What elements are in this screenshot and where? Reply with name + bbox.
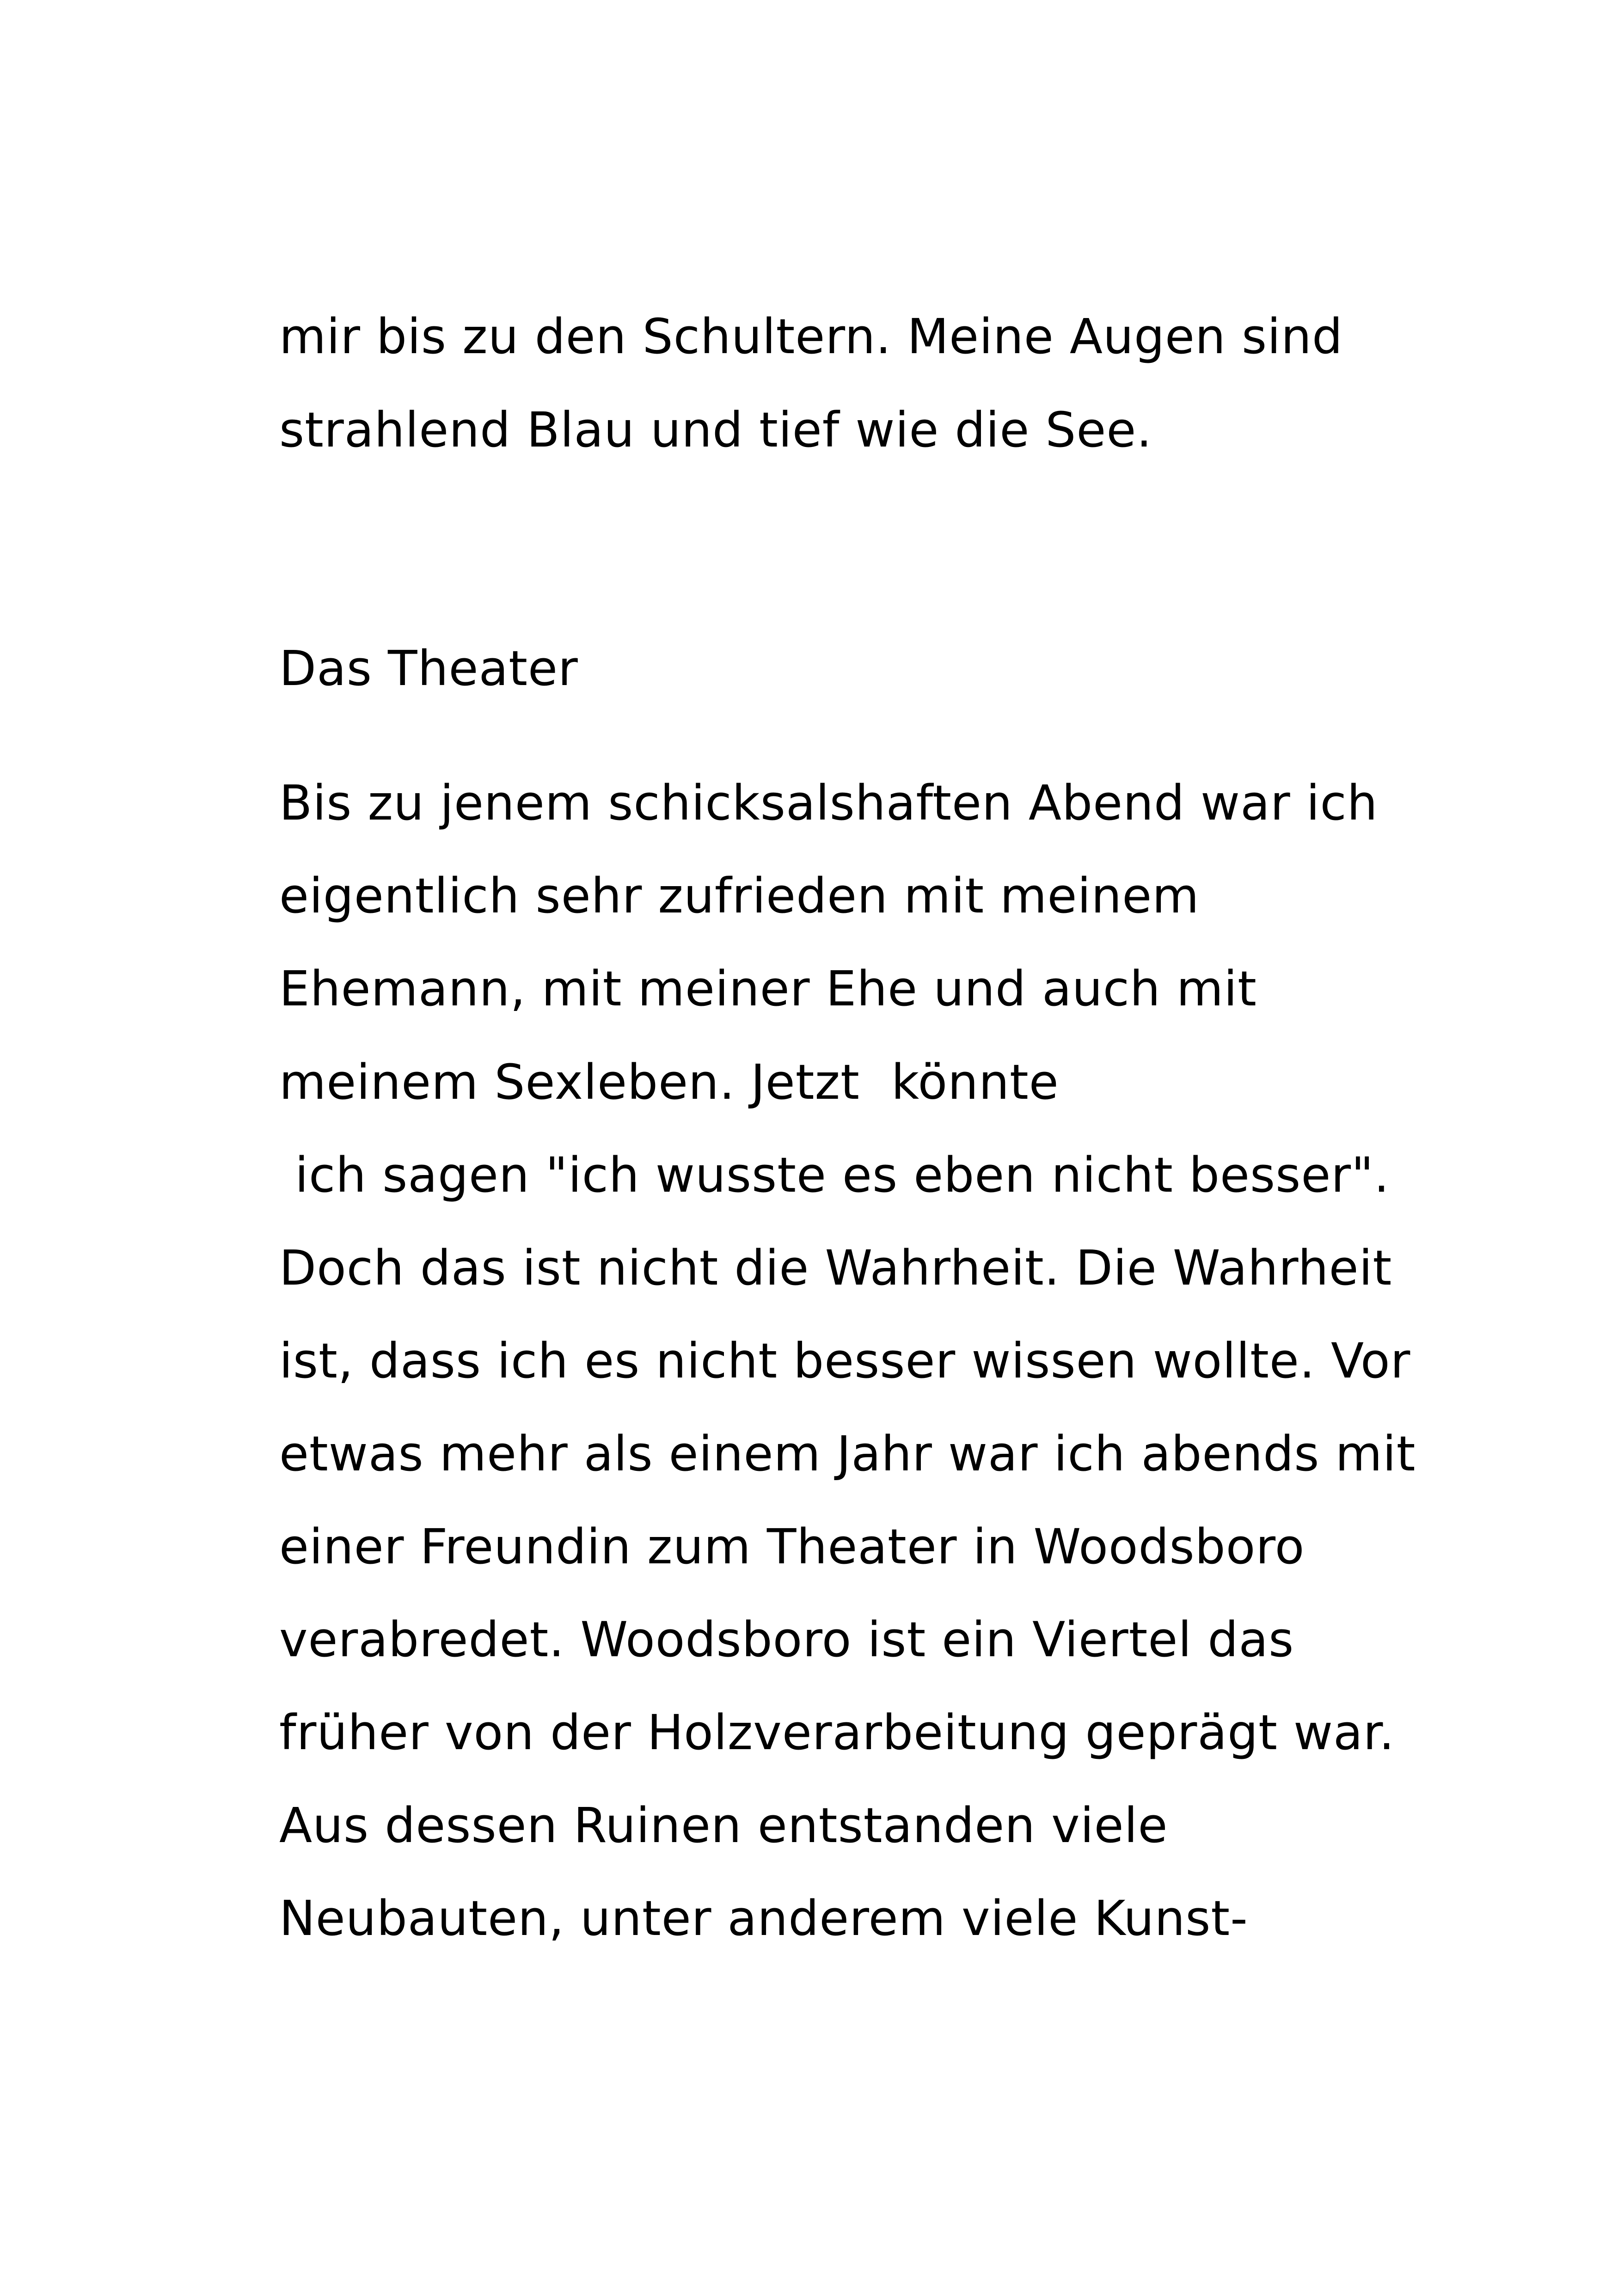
text-line: ich sagen "ich wusste es eben nicht besser".	[279, 1147, 1390, 1203]
text-line: meinem Sexleben. Jetzt könnte	[279, 1054, 1059, 1110]
text-line: etwas mehr als einem Jahr war ich abends mit	[279, 1426, 1416, 1482]
text-line: Bis zu jenem schicksalshaften Abend war ich	[279, 775, 1378, 831]
text-line: Ehemann, mit meiner Ehe und auch mit	[279, 961, 1257, 1017]
text-line: einer Freundin zum Theater in Woodsboro	[279, 1518, 1305, 1575]
text-line: Neubauten, unter anderem viele Kunst-	[279, 1890, 1248, 1947]
text-line: Doch das ist nicht die Wahrheit. Die Wahrheit	[279, 1240, 1392, 1296]
section-heading: Das Theater	[279, 640, 578, 697]
text-line: verabredet. Woodsboro ist ein Viertel das	[279, 1611, 1294, 1668]
text-line: mir bis zu den Schultern. Meine Augen sind	[279, 308, 1343, 365]
text-line: eigentlich sehr zufrieden mit meinem	[279, 868, 1200, 924]
text-line: früher von der Holzverarbeitung geprägt war.	[279, 1704, 1395, 1761]
text-line: Aus dessen Ruinen entstanden viele	[279, 1797, 1168, 1854]
text-line: strahlend Blau und tief wie die See.	[279, 402, 1152, 458]
text-line: ist, dass ich es nicht besser wissen wollte. Vor	[279, 1333, 1411, 1389]
